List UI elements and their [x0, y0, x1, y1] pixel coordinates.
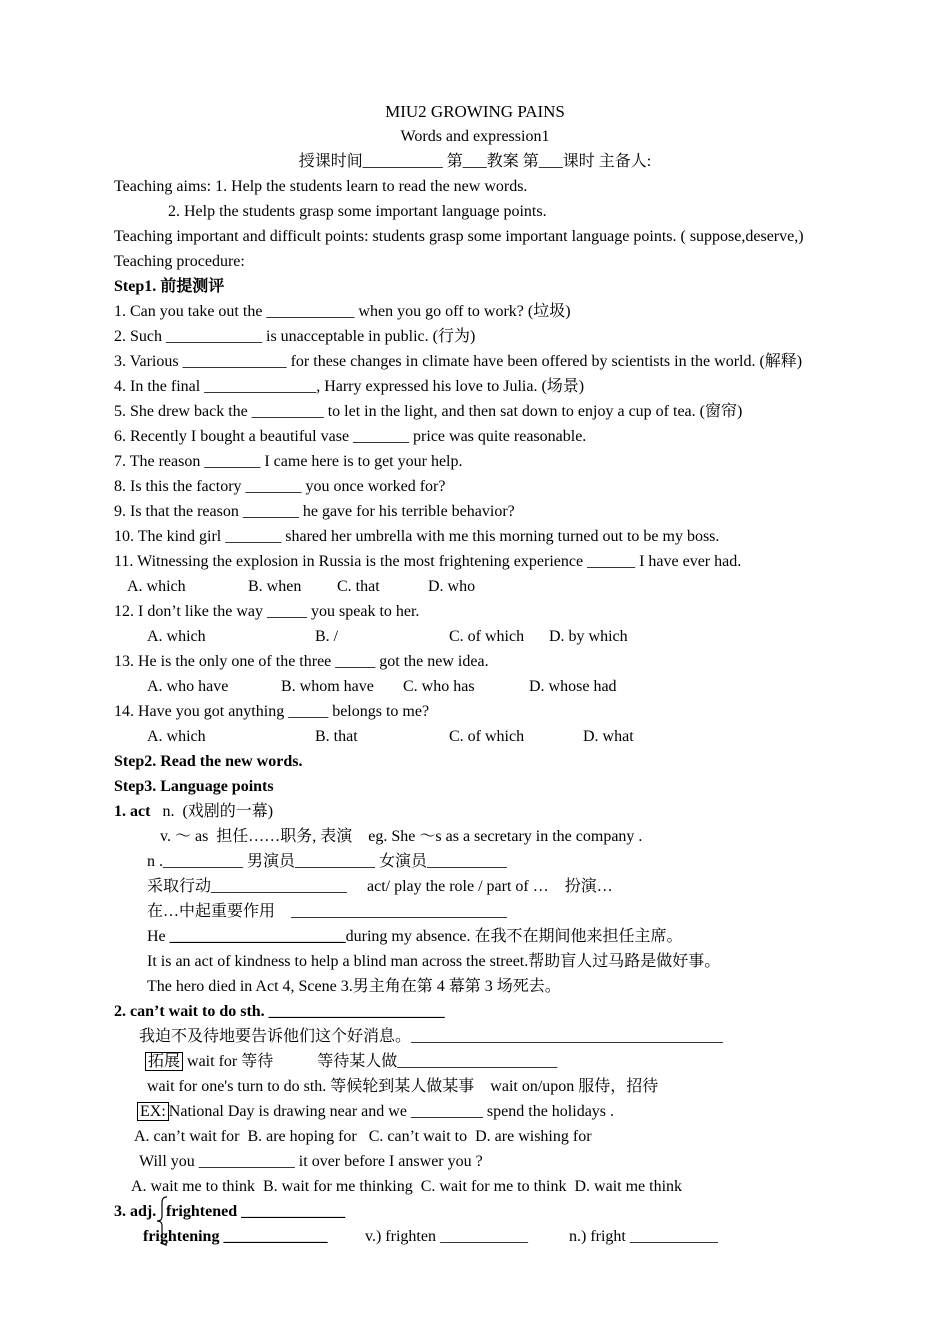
- noun-fright: n.) fright ___________: [569, 1228, 718, 1245]
- act-line-5-start: He: [147, 928, 170, 945]
- teaching-procedure: Teaching procedure:: [114, 253, 245, 270]
- q11-option-a: A. which: [127, 578, 186, 595]
- document-subtitle: Words and expression1: [400, 128, 550, 145]
- point-adj-heading: 3. adj.: [114, 1203, 157, 1220]
- act-line-3: 采取行动_________________ act/ play the role / part of … 扮演…: [147, 878, 613, 895]
- q11-option-b: B. when: [248, 578, 302, 595]
- act-line-4: 在…中起重要作用 ___________________________: [147, 903, 508, 920]
- point-cant-wait-heading: 2. can’t wait to do sth. ______________________: [114, 1003, 445, 1020]
- q13-option-b: B. whom have: [281, 678, 374, 695]
- verb-frighten: v.) frighten ___________: [365, 1228, 528, 1245]
- example-box: EX:: [137, 1102, 169, 1121]
- question-14: 14. Have you got anything _____ belongs to me?: [114, 703, 430, 720]
- question-4: 4. In the final ______________, Harry expressed his love to Julia. (场景): [114, 378, 585, 395]
- question-1: 1. Can you take out the ___________ when you go off to work? (垃圾): [114, 303, 571, 320]
- q11-option-c: C. that: [337, 578, 380, 595]
- question-8: 8. Is this the factory _______ you once worked for?: [114, 478, 446, 495]
- cant-wait-line-5: A. can’t wait for B. are hoping for C. can’t wait to D. are wishing for: [134, 1128, 592, 1145]
- question-5: 5. She drew back the _________ to let in the light, and then sat down to enjoy a cup of tea. (窗帘): [114, 403, 743, 420]
- q14-option-d: D. what: [583, 728, 634, 745]
- step2-heading: Step2. Read the new words.: [114, 753, 303, 770]
- q13-option-c: C. who has: [403, 678, 475, 695]
- act-line-2: n .__________ 男演员__________ 女演员__________: [147, 853, 508, 870]
- point-act-word: 1. act: [114, 803, 151, 820]
- teaching-aims-2: 2. Help the students grasp some important language points.: [168, 203, 547, 220]
- question-9: 9. Is that the reason _______ he gave for his terrible behavior?: [114, 503, 515, 520]
- q12-option-d: D. by which: [549, 628, 628, 645]
- question-7: 7. The reason _______ I came here is to get your help.: [114, 453, 463, 470]
- act-line-5-end: during my absence. 在我不在期间他来担任主席。: [345, 928, 683, 945]
- adj-frightening: frightening _____________: [143, 1228, 328, 1245]
- cant-wait-line-2: [145, 1052, 557, 1072]
- question-2: 2. Such ____________ is unacceptable in public. (行为): [114, 328, 476, 345]
- point-act-meaning: n. (戏剧的一幕): [162, 803, 274, 820]
- document-title: MIU2 GROWING PAINS: [385, 102, 565, 121]
- cant-wait-line-1: 我迫不及待地要告诉他们这个好消息。_______________________________________: [139, 1028, 724, 1045]
- step1-heading: Step1. 前提测评: [114, 278, 225, 295]
- q11-option-d: D. who: [428, 578, 476, 595]
- q12-option-b: B. /: [315, 628, 339, 645]
- question-10: 10. The kind girl _______ shared her umbrella with me this morning turned out to be my boss.: [114, 528, 720, 545]
- act-line-7: The hero died in Act 4, Scene 3.男主角在第 4 幕第 3 场死去。: [147, 978, 561, 995]
- point-act-heading: [114, 802, 273, 822]
- act-line-5-blank: ______________________: [169, 928, 346, 945]
- act-line-1: v. ～ as 担任……职务, 表演 eg. She ～s as a secretary in the company .: [160, 828, 643, 845]
- question-13: 13. He is the only one of the three _____ got the new idea.: [114, 653, 489, 670]
- extension-box: 拓展: [145, 1052, 183, 1071]
- q14-option-a: A. which: [147, 728, 206, 745]
- question-12: 12. I don’t like the way _____ you speak to her.: [114, 603, 420, 620]
- q13-option-d: D. whose had: [529, 678, 617, 695]
- question-6: 6. Recently I bought a beautiful vase _______ price was quite reasonable.: [114, 428, 587, 445]
- cant-wait-line-3: wait for one's turn to do sth. 等候轮到某人做某事 wait on/upon 服侍，招待: [147, 1078, 659, 1095]
- adj-frightened: frightened _____________: [166, 1203, 346, 1220]
- teaching-aims-1: Teaching aims: 1. Help the students learn to read the new words.: [114, 178, 528, 195]
- q14-option-b: B. that: [315, 728, 358, 745]
- cant-wait-line-6: Will you ____________ it over before I answer you ?: [139, 1153, 483, 1170]
- q13-option-a: A. who have: [147, 678, 229, 695]
- cant-wait-line-7: A. wait me to think B. wait for me thinking C. wait for me to think D. wait me think: [131, 1178, 683, 1195]
- teaching-important-points: Teaching important and difficult points: students grasp some important language points. ( suppose,deserve,): [114, 228, 804, 245]
- cant-wait-line-2-text: wait for 等待 等待某人做____________________: [183, 1053, 558, 1070]
- step3-heading: Step3. Language points: [114, 778, 274, 795]
- act-line-5: [147, 927, 683, 947]
- q14-option-c: C. of which: [449, 728, 525, 745]
- q12-option-a: A. which: [147, 628, 206, 645]
- question-11: 11. Witnessing the explosion in Russia is the most frightening experience ______ I have ever had.: [114, 553, 742, 570]
- act-line-6: It is an act of kindness to help a blind man across the street.帮助盲人过马路是做好事。: [147, 953, 721, 970]
- cant-wait-line-4-text: National Day is drawing near and we _________ spend the holidays .: [168, 1103, 615, 1120]
- lesson-meta: 授课时间__________ 第___教案 第___课时 主备人:: [298, 153, 652, 170]
- cant-wait-line-4: [137, 1102, 614, 1122]
- q12-option-c: C. of which: [449, 628, 525, 645]
- question-3: 3. Various _____________ for these changes in climate have been offered by scientists in the world. (解释): [114, 353, 803, 370]
